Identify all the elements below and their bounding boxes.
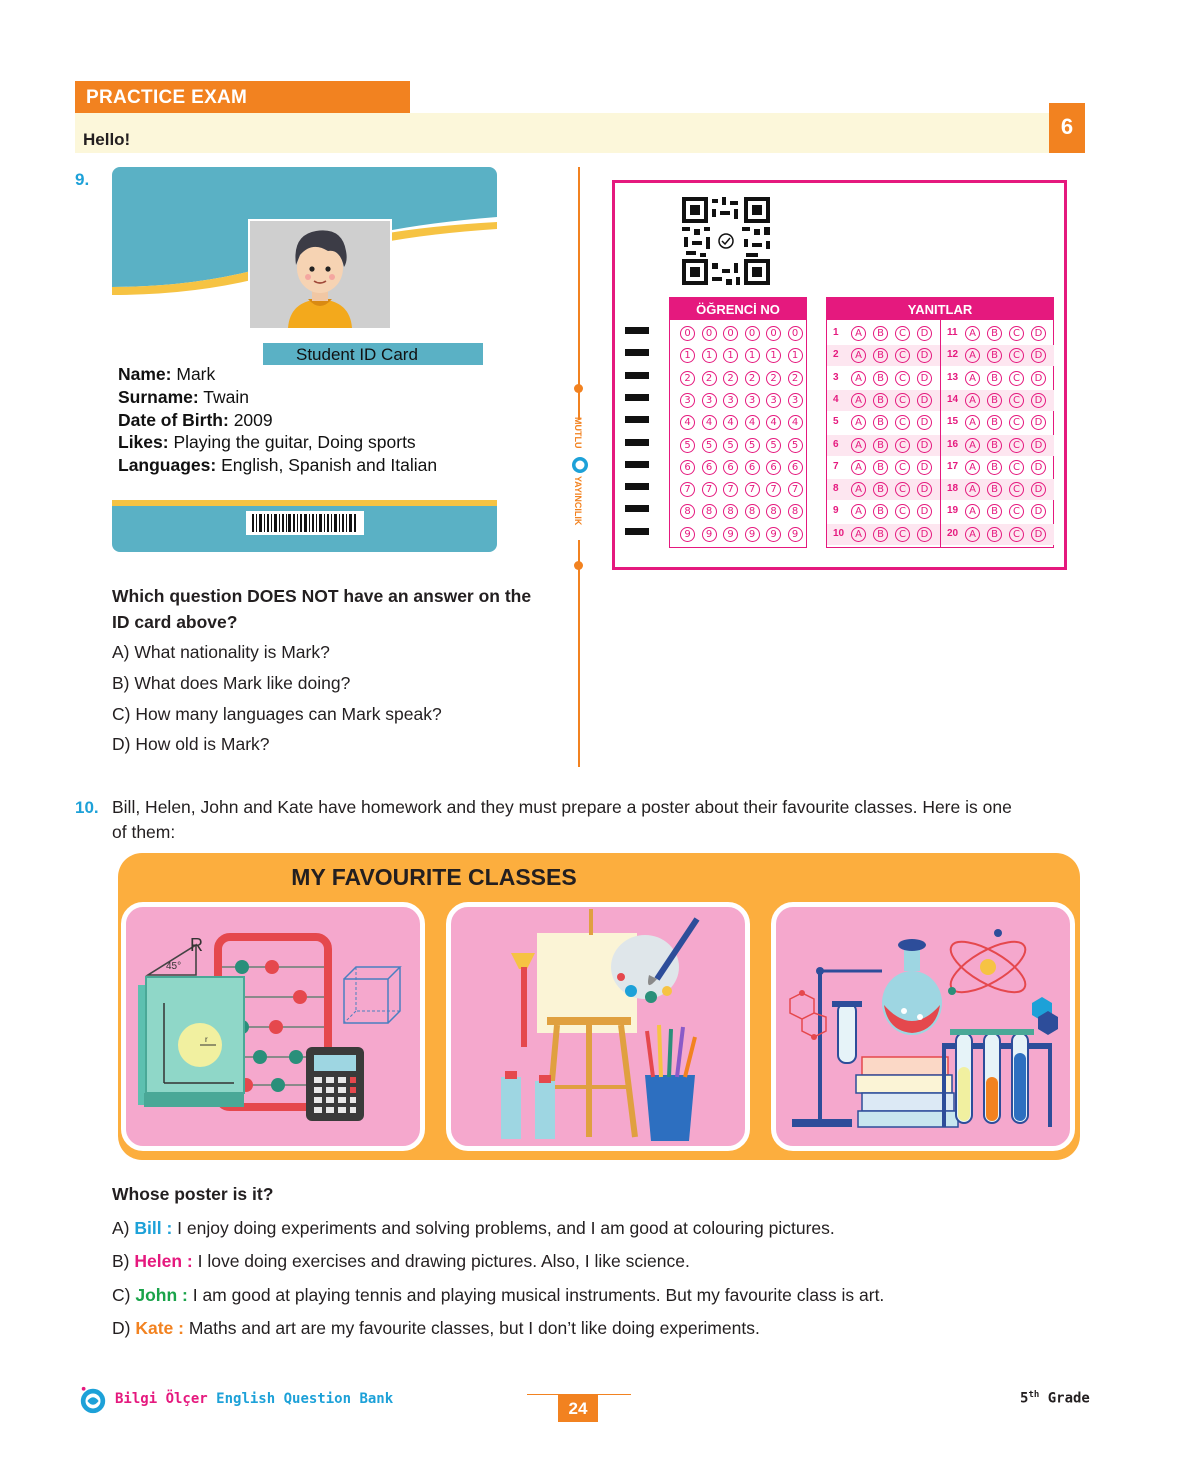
timing-mark [625,439,649,446]
student-number-bubble[interactable]: 2 [745,371,760,386]
answer-row-number: 3 [833,371,839,383]
poster-title: MY FAVOURITE CLASSES [291,864,577,890]
answer-bubble[interactable]: C [1009,326,1024,341]
timing-mark [625,505,649,512]
art-illustration [451,907,745,1146]
answer-bubble[interactable]: B [873,371,888,386]
answer-bubble[interactable]: D [1031,371,1046,386]
answer-bubble[interactable]: A [965,348,980,363]
student-number-bubble[interactable]: 0 [680,326,695,341]
answer-row-number: 4 [833,393,839,405]
q9-option-b: B) What does Mark like doing? [112,673,351,693]
option-c-name: John : [135,1285,188,1305]
divider-dot [574,561,583,570]
answer-bubble[interactable]: B [987,460,1002,475]
answer-bubble[interactable]: C [895,460,910,475]
answer-bubble[interactable]: A [965,527,980,542]
q10-option-c: C) John : I am good at playing tennis and playing musical instruments. But my favourite class is art. [112,1285,885,1305]
answer-bubble[interactable]: B [987,326,1002,341]
answer-bubble[interactable]: B [987,415,1002,430]
answer-bubble[interactable]: B [987,527,1002,542]
art-panel [446,902,750,1151]
answer-bubble[interactable]: A [851,460,866,475]
answer-row-number: 1 [833,327,839,338]
radius-label: R [190,935,203,955]
student-number-bubble[interactable]: 1 [788,348,803,363]
student-number-bubble[interactable]: 3 [788,393,803,408]
student-number-bubble[interactable]: 3 [766,393,781,408]
answer-row-number: 13 [947,371,959,383]
answer-bubble[interactable]: B [873,393,888,408]
test-number-badge: 6 [1049,103,1085,153]
student-number-bubble[interactable]: 5 [766,438,781,453]
answer-bubble[interactable]: C [895,527,910,542]
qr-code-icon [682,197,770,285]
student-number-bubble[interactable]: 2 [702,371,717,386]
answer-bubble[interactable]: B [873,460,888,475]
answer-bubble[interactable]: A [851,326,866,341]
maths-illustration [126,907,420,1146]
answer-sheet [612,180,1067,570]
answer-bubble[interactable]: C [895,371,910,386]
answer-row-number: 16 [947,438,959,450]
student-number-bubble[interactable]: 8 [745,504,760,519]
student-number-bubble[interactable]: 4 [702,415,717,430]
grade-label: 5th Grade [1020,1390,1090,1407]
answer-bubble[interactable]: B [873,504,888,519]
answer-bubble[interactable]: D [917,393,932,408]
timing-mark [625,327,649,334]
student-number-grid [669,297,807,548]
student-number-bubble[interactable]: 1 [680,348,695,363]
student-number-bubble[interactable]: 9 [745,527,760,542]
answer-bubble[interactable]: B [873,415,888,430]
student-number-bubble[interactable]: 4 [766,415,781,430]
answer-bubble[interactable]: A [965,371,980,386]
answer-bubble[interactable]: A [851,438,866,453]
student-number-bubble[interactable]: 2 [788,371,803,386]
student-number-bubble[interactable]: 0 [723,326,738,341]
question-10-intro-line1: Bill, Helen, John and Kate have homework and they must prepare a poster about their favourite classes. Here is one [112,797,1012,817]
answer-bubble[interactable]: C [895,482,910,497]
answer-row-number: 19 [947,505,959,517]
answer-row-number: 6 [833,438,839,450]
footer-brand-text: Bilgi Ölçer English Question Bank [115,1391,394,1407]
timing-mark [625,394,649,401]
answer-row-number: 17 [947,460,959,472]
answer-bubble[interactable]: B [987,438,1002,453]
answer-bubble[interactable]: D [917,348,932,363]
student-number-bubble[interactable]: 7 [723,482,738,497]
student-number-bubble[interactable]: 7 [702,482,717,497]
answer-bubble[interactable]: A [851,348,866,363]
answer-bubble[interactable]: D [1031,482,1046,497]
option-a-name: Bill : [134,1218,173,1238]
answer-bubble[interactable]: B [987,504,1002,519]
divider-dot [574,384,583,393]
answer-bubble[interactable]: D [917,482,932,497]
student-number-bubble[interactable]: 8 [788,504,803,519]
answer-bubble[interactable]: B [987,482,1002,497]
q9-option-c: C) How many languages can Mark speak? [112,704,442,724]
answer-bubble[interactable]: C [1009,504,1024,519]
timing-mark [625,372,649,379]
student-number-bubble[interactable]: 3 [745,393,760,408]
student-number-bubble[interactable]: 3 [680,393,695,408]
answer-bubble[interactable]: A [965,460,980,475]
answer-bubble[interactable]: B [873,348,888,363]
timing-mark [625,483,649,490]
student-number-bubble[interactable]: 0 [788,326,803,341]
answer-bubble[interactable]: C [895,504,910,519]
answer-bubble[interactable]: C [1009,415,1024,430]
answer-row-number: 20 [947,527,959,539]
answer-bubbles[interactable] [827,320,1053,548]
answer-row-number: 2 [833,349,839,361]
student-number-bubble[interactable]: 9 [788,527,803,542]
student-number-bubble[interactable]: 7 [788,482,803,497]
student-number-bubble[interactable]: 5 [680,438,695,453]
student-number-bubble[interactable]: 0 [702,326,717,341]
student-number-bubble[interactable]: 5 [723,438,738,453]
student-number-bubble[interactable]: 6 [788,460,803,475]
answer-bubble[interactable]: C [895,348,910,363]
answer-bubble[interactable]: B [987,371,1002,386]
answer-bubble[interactable]: D [917,326,932,341]
answer-bubble[interactable]: C [895,415,910,430]
answer-bubble[interactable]: A [851,482,866,497]
answer-bubble[interactable]: D [1031,393,1046,408]
answer-bubble[interactable]: D [1031,326,1046,341]
q10-option-b: B) Helen : I love doing exercises and drawing pictures. Also, I like science. [112,1251,690,1271]
answer-bubble[interactable]: A [851,393,866,408]
student-number-bubble[interactable]: 9 [723,527,738,542]
page-number: 24 [558,1395,598,1422]
answer-bubble[interactable]: D [917,438,932,453]
publisher-logo-icon [77,1385,109,1415]
student-number-bubble[interactable]: 6 [702,460,717,475]
student-number-bubble[interactable]: 4 [788,415,803,430]
student-number-bubble[interactable]: 4 [745,415,760,430]
student-number-bubble[interactable]: 7 [680,482,695,497]
answer-row-number: 7 [833,460,839,472]
question-10-intro-line2: of them: [112,822,176,842]
answer-bubble[interactable]: C [1009,348,1024,363]
section-title: PRACTICE EXAM [75,81,410,113]
barcode-icon [246,511,364,535]
student-number-bubble[interactable]: 4 [723,415,738,430]
answer-bubble[interactable]: C [1009,482,1024,497]
student-number-bubble[interactable]: 2 [723,371,738,386]
card-name-line: Name: Mark [118,364,216,384]
answer-bubble[interactable]: A [965,393,980,408]
student-photo [248,219,392,330]
student-number-bubble[interactable]: 7 [745,482,760,497]
option-d-name: Kate : [135,1318,184,1338]
student-number-bubble[interactable]: 8 [723,504,738,519]
option-b-name: Helen : [134,1251,193,1271]
answer-bubble[interactable]: C [1009,371,1024,386]
q9-option-d: D) How old is Mark? [112,734,270,754]
student-number-bubble[interactable]: 4 [680,415,695,430]
student-number-bubble[interactable]: 8 [680,504,695,519]
answer-row-number: 11 [947,327,958,338]
answer-bubble[interactable]: D [917,415,932,430]
answer-bubble[interactable]: C [1009,438,1024,453]
answers-header: YANITLAR [827,298,1053,320]
answer-bubble[interactable]: D [1031,460,1046,475]
subtitle-band [75,113,1050,153]
timing-mark [625,416,649,423]
answer-row-number: 8 [833,483,839,495]
answer-bubble[interactable]: A [965,504,980,519]
student-number-bubble[interactable]: 1 [766,348,781,363]
student-number-bubble[interactable]: 6 [745,460,760,475]
student-number-bubble[interactable]: 6 [680,460,695,475]
answer-bubble[interactable]: A [965,415,980,430]
answer-bubble[interactable]: A [851,527,866,542]
maths-panel [121,902,425,1151]
question-10-number: 10. [75,798,99,817]
answer-bubble[interactable]: C [1009,393,1024,408]
answer-bubble[interactable]: A [851,504,866,519]
student-number-bubble[interactable]: 1 [745,348,760,363]
answer-bubble[interactable]: A [965,326,980,341]
answer-bubble[interactable]: A [851,415,866,430]
q9-option-a: A) What nationality is Mark? [112,642,330,662]
answer-bubble[interactable]: A [965,482,980,497]
answer-bubble[interactable]: C [895,326,910,341]
timing-mark [625,461,649,468]
answers-grid [826,297,1054,548]
q10-option-a: A) Bill : I enjoy doing experiments and solving problems, and I am good at colouring pictures. [112,1218,835,1238]
student-number-bubble[interactable]: 9 [680,527,695,542]
student-number-bubble[interactable]: 8 [766,504,781,519]
student-number-bubble[interactable]: 8 [702,504,717,519]
answer-bubble[interactable]: B [987,348,1002,363]
student-number-bubble[interactable]: 2 [680,371,695,386]
card-languages-line: Languages: English, Spanish and Italian [118,455,438,475]
student-number-bubble[interactable]: 2 [766,371,781,386]
answer-bubble[interactable]: B [873,438,888,453]
timing-marks [625,327,655,547]
timing-mark [625,349,649,356]
card-dob-line: Date of Birth: 2009 [118,410,273,430]
answer-row-number: 18 [947,483,959,495]
answer-bubble[interactable]: D [1031,504,1046,519]
answer-bubble[interactable]: D [1031,415,1046,430]
answer-row-number: 10 [833,527,845,539]
student-number-bubble[interactable]: 5 [745,438,760,453]
answer-bubble[interactable]: D [917,527,932,542]
student-number-bubble[interactable]: 0 [745,326,760,341]
id-card-title: Student ID Card [263,343,483,365]
q10-option-d: D) Kate : Maths and art are my favourite classes, but I don’t like doing experiments. [112,1318,760,1338]
brand-vertical-right: YAYINCILIK [573,476,583,526]
small-radius-label: r [205,1035,208,1044]
answer-bubble[interactable]: C [895,438,910,453]
student-number-bubble[interactable]: 3 [702,393,717,408]
answer-bubble[interactable]: D [1031,527,1046,542]
answer-bubble[interactable]: B [873,326,888,341]
question-9-prompt-line2: ID card above? [112,612,238,632]
student-number-bubble[interactable]: 6 [766,460,781,475]
answer-row-number: 14 [947,393,959,405]
answer-bubble[interactable]: A [965,438,980,453]
answer-bubble[interactable]: D [1031,348,1046,363]
student-number-bubble[interactable]: 1 [723,348,738,363]
timing-mark [625,528,649,535]
answer-bubble[interactable]: C [895,393,910,408]
question-9-number: 9. [75,170,90,189]
question-9-prompt-line1: Which question DOES NOT have an answer on the [112,586,532,606]
student-number-bubble[interactable]: 1 [702,348,717,363]
angle-label: 45° [166,961,182,972]
answer-row-number: 15 [947,416,959,428]
student-number-bubble[interactable]: 5 [788,438,803,453]
student-number-bubble[interactable]: 9 [702,527,717,542]
answer-bubble[interactable]: C [1009,460,1024,475]
science-panel [771,902,1075,1151]
answer-bubble[interactable]: D [917,460,932,475]
answer-bubble[interactable]: D [917,504,932,519]
answer-bubble[interactable]: B [873,482,888,497]
card-surname-line: Surname: Twain [118,387,249,407]
student-number-bubble[interactable]: 5 [702,438,717,453]
boy-avatar-icon [250,221,390,328]
answer-bubble[interactable]: D [917,371,932,386]
student-number-bubble[interactable]: 7 [766,482,781,497]
student-number-header: ÖĞRENCİ NO [670,298,806,320]
question-10-prompt: Whose poster is it? [112,1184,274,1204]
student-number-bubble[interactable]: 9 [766,527,781,542]
student-number-bubble[interactable]: 6 [723,460,738,475]
card-likes-line: Likes: Playing the guitar, Doing sports [118,432,416,452]
brand-vertical-left: MUTLU [573,417,583,449]
science-illustration [776,907,1070,1146]
answer-bubble[interactable]: B [873,527,888,542]
student-number-bubble[interactable]: 3 [723,393,738,408]
answer-row-number: 9 [833,505,839,517]
answer-bubble[interactable]: C [1009,527,1024,542]
subtitle: Hello! [83,130,131,149]
answer-row-number: 5 [833,416,839,428]
answer-bubble[interactable]: B [987,393,1002,408]
student-number-bubble[interactable]: 0 [766,326,781,341]
student-number-bubbles[interactable] [670,320,806,548]
answer-row-number: 12 [947,349,959,361]
publisher-vertical-logo [557,415,603,540]
answer-bubble[interactable]: A [851,371,866,386]
answer-bubble[interactable]: D [1031,438,1046,453]
